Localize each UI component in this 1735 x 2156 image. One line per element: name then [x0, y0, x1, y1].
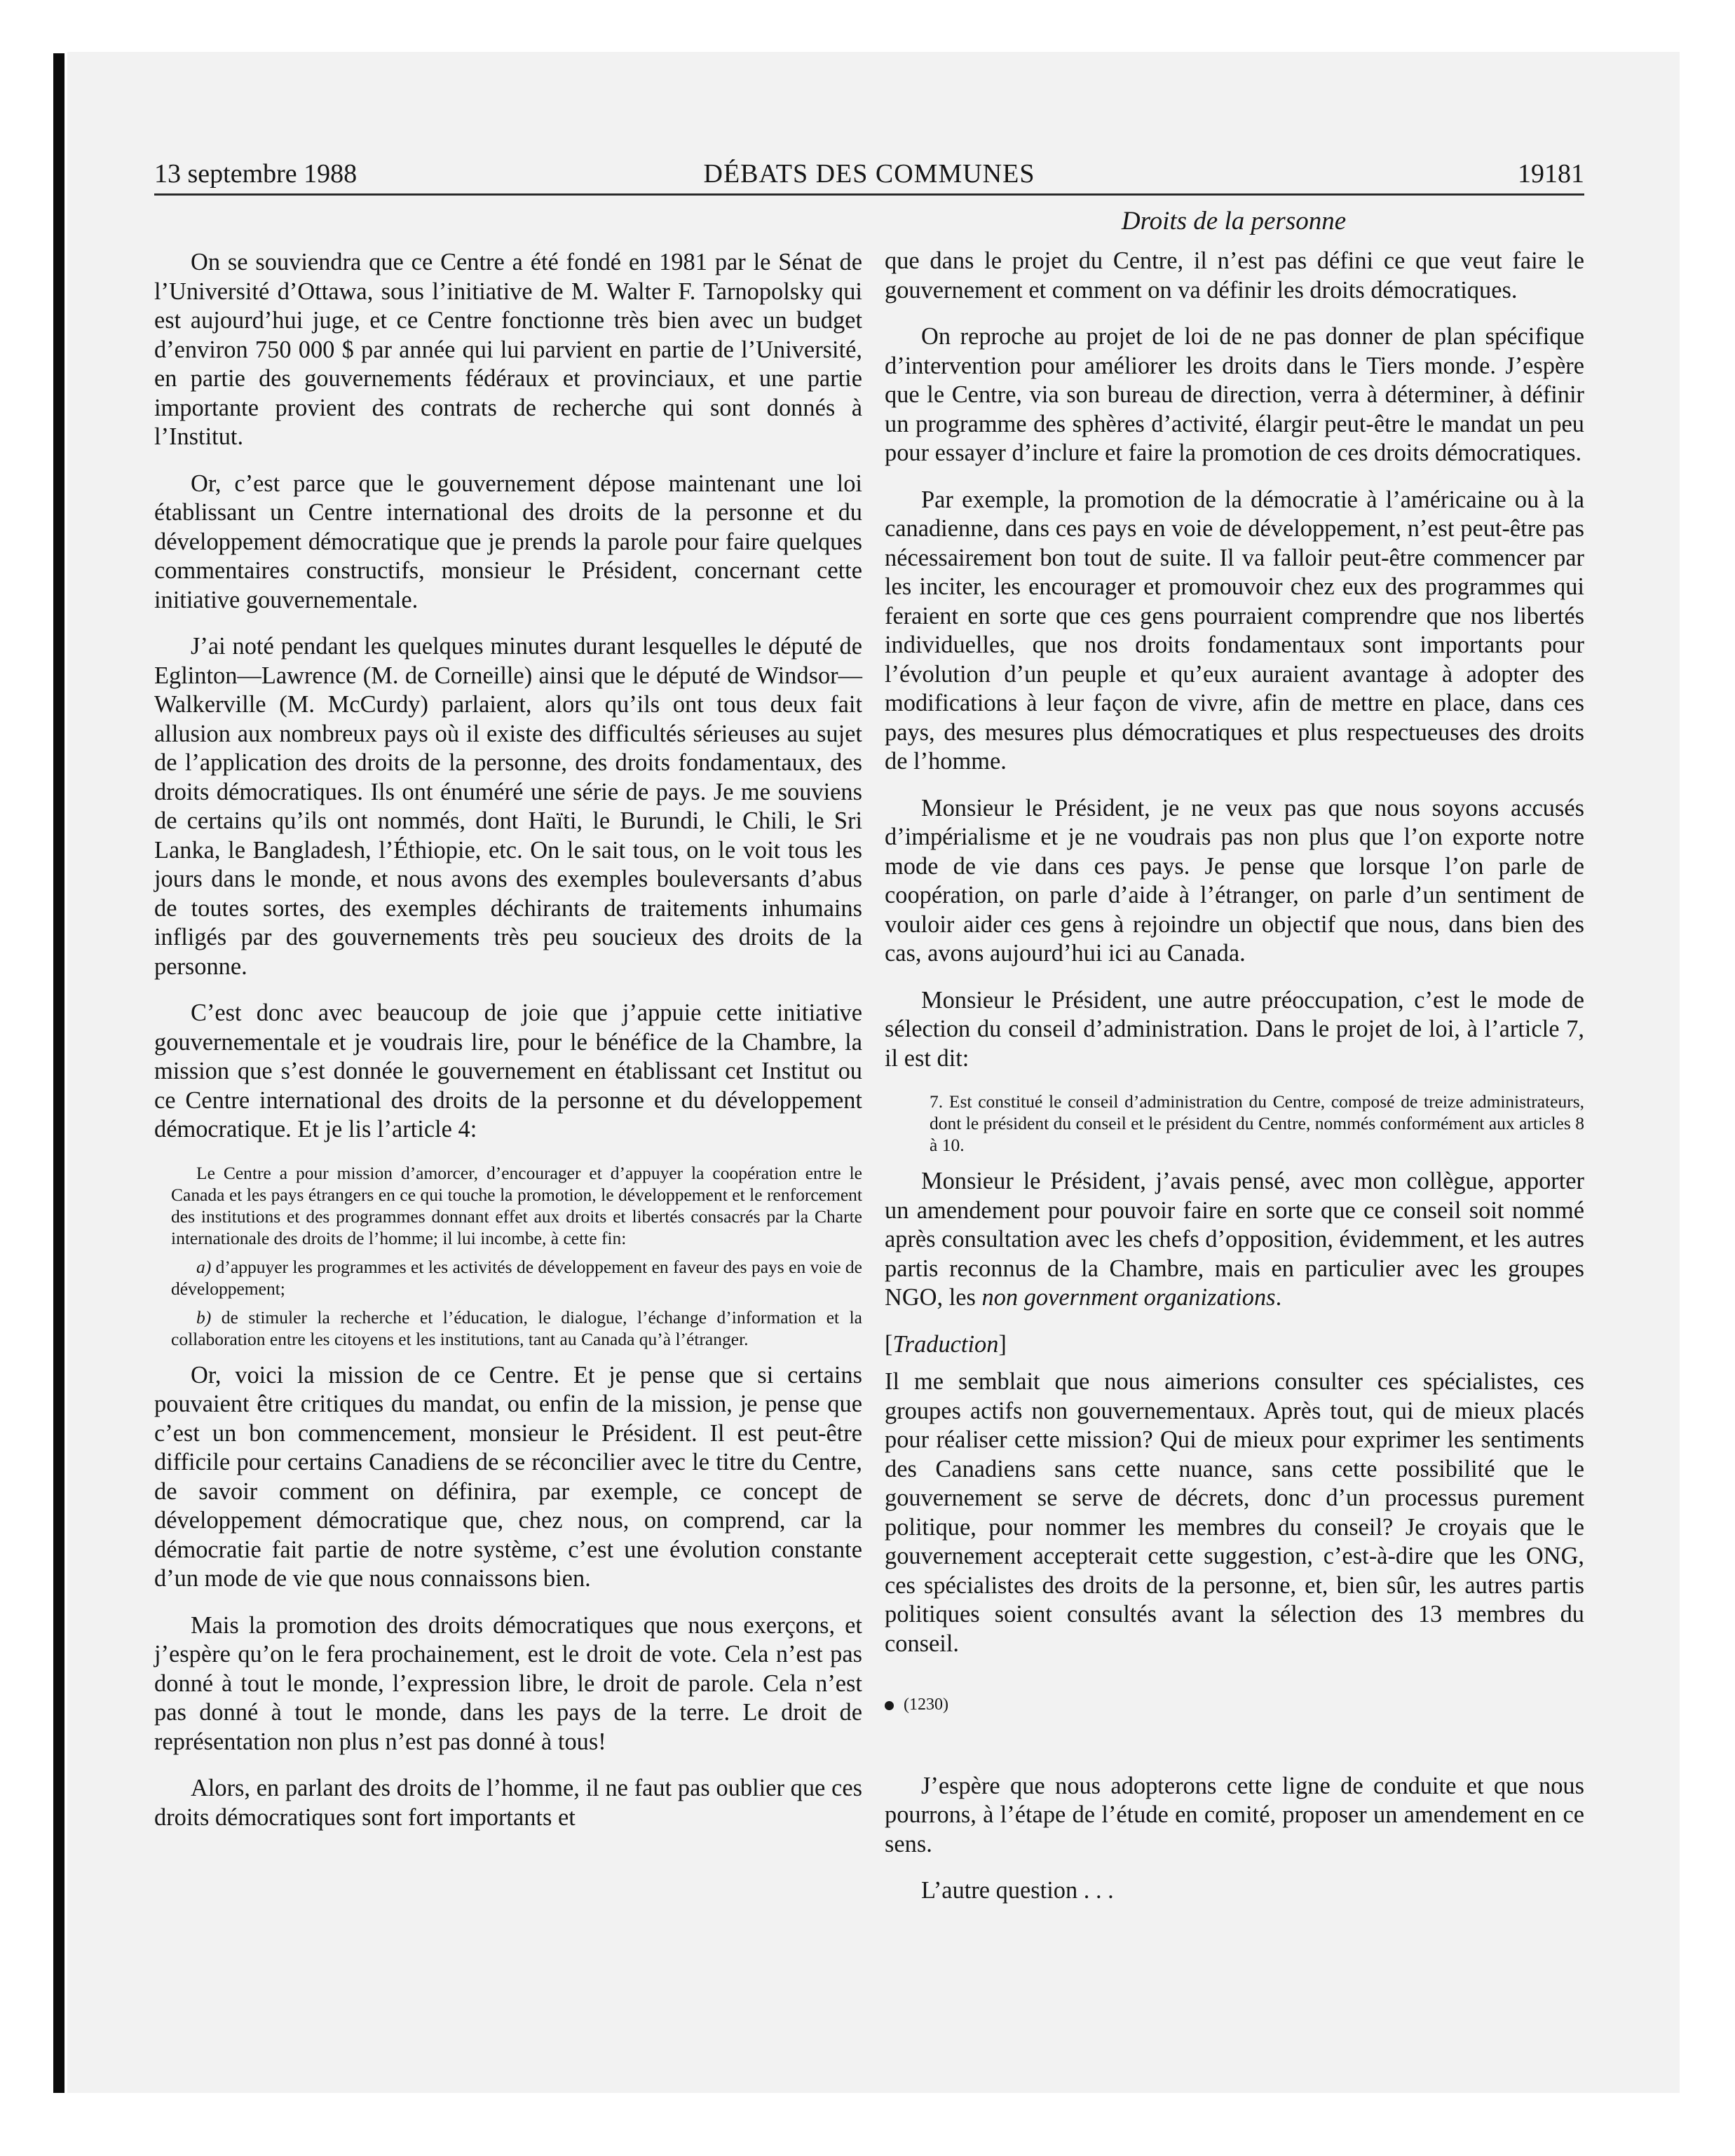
paragraph: Monsieur le Président, je ne veux pas que nous soyons accusés d’impérialisme et je ne voudrais pas non plus que l’on exporte notre mode de vie dans ces pays. Je pense que lorsque l’on parle de coopération, on parle d’aide à l’étranger, on parle d’un sentiment de vouloir aider ces gens à rejoindre un objectif que nous, dans bien des cas, avons aujourd’hui ici au Canada.	[885, 794, 1584, 967]
paragraph: C’est donc avec beaucoup de joie que j’appuie cette initiative gouvernementale et je voudrais lire, pour le bénéfice de la Chambre, la mission que s’est donnée le gouvernement en établissant cet Institut ou ce Centre international des droits de la personne et du développement démocratique. Et je lis l’article 4:	[154, 999, 862, 1142]
timestamp-text: (1230)	[904, 1696, 948, 1714]
left-column	[154, 248, 862, 1850]
paragraph: On se souviendra que ce Centre a été fondé en 1981 par le Sénat de l’Université d’Ottawa, sous l’initiative de M. Walter F. Tarnopolsky qui est aujourd’hui juge, et ce Centre fonctionne très bien avec un budget d’environ 750 000 $ par année qui lui parvient en partie de l’Université, en partie des gouvernements fédéraux et provinciaux, et une partie importante provient des contrats de recherche qui sont donnés à l’Institut.	[154, 249, 862, 450]
quote-intro: Le Centre a pour mission d’amorcer, d’encourager et d’appuyer la coopération entre le Canada et les pays étrangers en ce qui touche la promotion, le développement et le renforcement des institutions et des programmes donnant effet aux droits et libertés consacrés par la Charte internationale des droits de l’homme; il lui incombe, à cette fin:	[171, 1162, 862, 1248]
scan-border	[53, 53, 64, 2093]
paragraph: J’ai noté pendant les quelques minutes durant lesquelles le député de Eglinton—Lawrence (M. de Corneille) ainsi que le député de Windsor—Walkerville (M. McCurdy) parlaient, alors qu’ils ont tous deux fait allusion aux nombreux pays où il existe des difficultés sérieuses au sujet de l’application des droits de la personne, des droits fondamentaux, des droits démocratiques. Ils ont énuméré une série de pays. Je me souviens de certains qu’ils ont nommés, dont Haïti, le Burundi, le Chili, le Sri Lanka, le Bangladesh, l’Éthiopie, etc. On le sait tous, on le voit tous les jours dans le monde, et nous avons des exemples bouleversants d’abus de toutes sortes, des exemples déchirants de traitements inhumains infligés par des gouvernements très peu soucieux des droits de la personne.	[154, 633, 862, 980]
header-title: DÉBATS DES COMMUNES	[703, 159, 1035, 189]
page-header	[154, 157, 1584, 196]
timestamp-marker	[885, 1691, 1584, 1720]
quote-item-a	[171, 1256, 862, 1299]
paragraph-end: .	[1275, 1284, 1282, 1311]
quote-text: 7. Est constitué le conseil d’administration du Centre, composé de treize administrateurs, dont le président du conseil et le président du Centre, nommés conformément aux articles 8 à 10.	[930, 1091, 1584, 1155]
header-date: 13 septembre 1988	[154, 159, 358, 189]
quote-item-b	[171, 1306, 862, 1350]
quote-item-a-label: a)	[196, 1256, 212, 1277]
article-4-quote	[154, 1162, 862, 1350]
paragraph: L’autre question . . .	[921, 1877, 1114, 1904]
right-column	[885, 247, 1584, 1923]
paragraph: Or, voici la mission de ce Centre. Et je pense que si certains pouvaient être critiques du mandat, ou enfin de la mission, je pense que c’est un bon commencement, monsieur le Président. Il est peut-être difficile pour certains Canadiens de se réconcilier avec le titre du Centre, de savoir comment on définira, par exemple, ce concept de développement démocratique que, chez nous, on comprend, car la démocratie fait partie de notre système, c’est une évolution constante d’un mode de vie que nous connaissons bien.	[154, 1361, 862, 1592]
paragraph-continued: que dans le projet du Centre, il n’est pas défini ce que veut faire le gouvernement et comment on va définir les droits démocratiques.	[885, 247, 1584, 303]
bullet-icon	[885, 1701, 894, 1710]
bracket-open: [	[885, 1330, 893, 1358]
paragraph: Alors, en parlant des droits de l’homme, il ne faut pas oublier que ces droits démocratiques sont fort importants et	[154, 1775, 862, 1831]
paragraph: Il me semblait que nous aimerions consulter ces spécialistes, ces groupes actifs non gouvernementaux. Après tout, qui de mieux placés pour réaliser cette mission? Qui de mieux pour exprimer les sentiments des Canadiens sans cette nuance, sans cette possibilité que le gouvernement se serve de décrets, donc d’un processus purement politique, pour nommer les membres du conseil? Je croyais que le gouvernement accepterait cette suggestion, c’est-à-dire que les ONG, ces spécialistes des droits de la personne, et, bien sûr, les autres partis politiques soient consultés avant la sélection des 13 membres du conseil.	[885, 1368, 1584, 1657]
bracket-close: ]	[998, 1330, 1007, 1358]
paragraph	[885, 1167, 1584, 1313]
paragraph-italic-text: non government organizations	[981, 1284, 1276, 1311]
paragraph-text: Monsieur le Président, j’avais pensé, avec mon collègue, apporter un amendement pour pouvoir faire en sorte que ce conseil soit nommé après consultation avec les chefs d’opposition, évidemment, et les autres partis reconnus de la Chambre, mais en particulier avec les groupes NGO, les	[885, 1168, 1584, 1311]
paragraph: Par exemple, la promotion de la démocratie à l’américaine ou à la canadienne, dans ces pays en voie de développement, n’est peut-être pas nécessairement bon tout de suite. Il va falloir peut-être commencer par les inciter, les encourager et promouvoir chez eux des programmes qui feraient en sorte que ces gens pourraient comprendre que nos libertés individuelles, que nos droits fondamentaux sont importants pour l’évolution d’un peuple et qu’eux auraient avantage à adopter des modifications à leur façon de vivre, afin de mettre en place, dans ces pays, des mesures plus démocratiques et plus respectueuses des droits de l’homme.	[885, 486, 1584, 775]
page-number: 19181	[1518, 159, 1584, 189]
translation-label: Traduction	[892, 1330, 999, 1358]
paragraph: Or, c’est parce que le gouvernement dépose maintenant une loi établissant un Centre international des droits de la personne et du développement démocratique que je prends la parole pour faire quelques commentaires constructifs, monsieur le Président, concernant cette initiative gouvernementale.	[154, 470, 862, 613]
quote-item-b-label: b)	[196, 1306, 212, 1328]
translation-marker	[885, 1330, 1584, 1360]
section-subject: Droits de la personne	[1121, 207, 1347, 236]
article-7-quote	[885, 1091, 1584, 1156]
paragraph: Mais la promotion des droits démocratiques que nous exerçons, et j’espère qu’on le fera prochainement, est le droit de vote. Cela n’est pas donné à tout le monde, l’expression libre, le droit de parole. Cela n’est pas donné à tout le monde, dans les pays de la terre. Le droit de représentation non plus n’est pas donné à tous!	[154, 1611, 862, 1755]
quote-item-b-text: de stimuler la recherche et l’éducation, le dialogue, l’échange d’information et la collaboration entre les citoyens et les institutions, tant au Canada qu’à l’étranger.	[171, 1306, 862, 1349]
paragraph: Monsieur le Président, une autre préoccupation, c’est le mode de sélection du conseil d’administration. Dans le projet de loi, à l’article 7, il est dit:	[885, 986, 1584, 1072]
paragraph: On reproche au projet de loi de ne pas donner de plan spécifique d’intervention pour améliorer les droits dans le Tiers monde. J’espère que le Centre, via son bureau de direction, verra à déterminer, à définir un programme des sphères d’activité, élargir peut-être le mandat un peu pour essayer d’inclure et faire la promotion de ces droits démocratiques.	[885, 323, 1584, 466]
quote-item-a-text: d’appuyer les programmes et les activités de développement en faveur des pays en voie de développement;	[171, 1256, 862, 1299]
paragraph: J’espère que nous adopterons cette ligne de conduite et que nous pourrons, à l’étape de l’étude en comité, proposer un amendement en ce sens.	[885, 1772, 1584, 1857]
